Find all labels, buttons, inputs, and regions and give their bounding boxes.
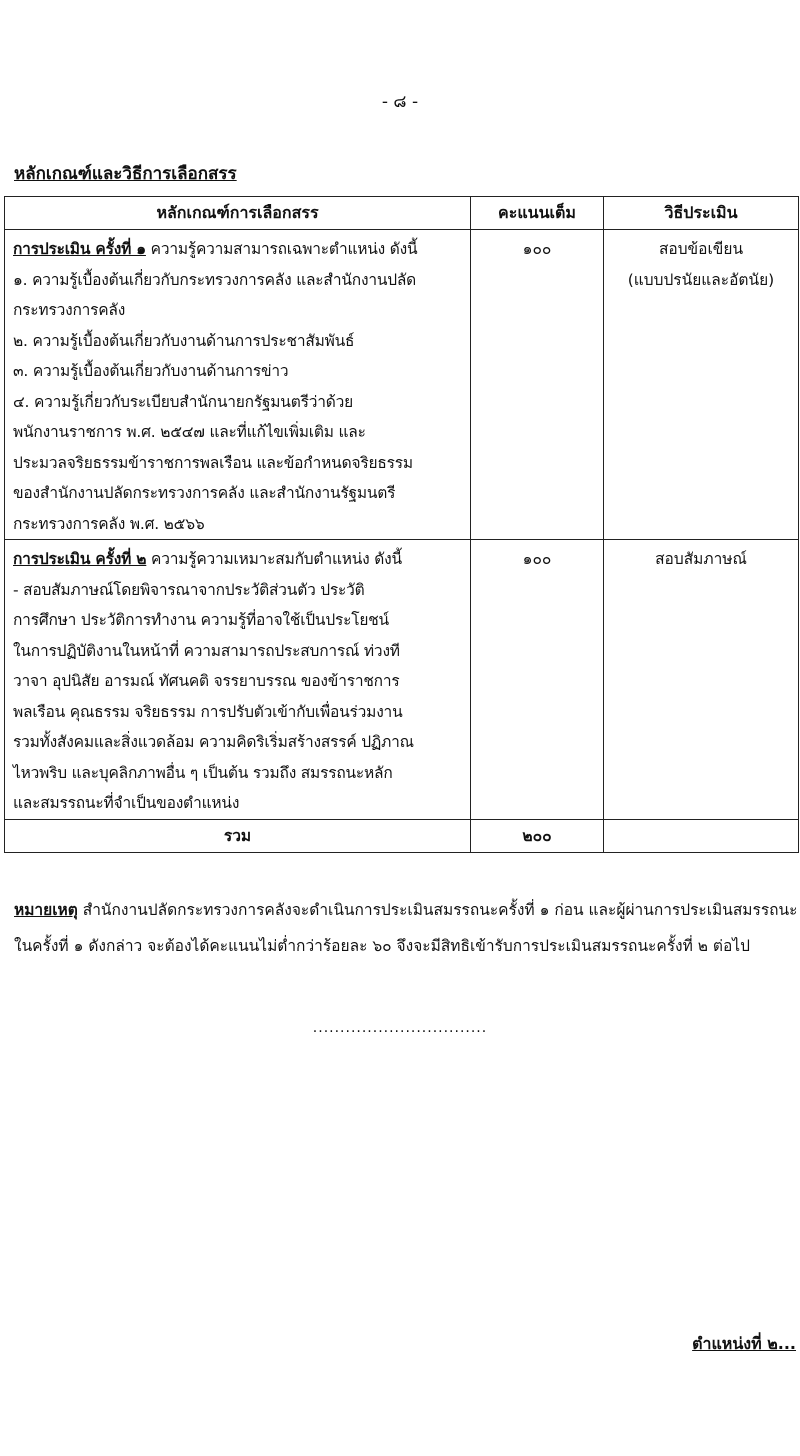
round-2-line-0: ความรู้ความเหมาะสมกับตำแหน่ง ดังนี้ (146, 550, 402, 568)
round-1-line-1: ๑. ความรู้เบื้องต้นเกี่ยวกับกระทรวงการคลัง และสำนักงานปลัด (13, 270, 417, 289)
table-header-row (5, 197, 799, 230)
round-1-method-line-1: (แบบปรนัยและอัตนัย) (627, 270, 775, 289)
continuation-text: ตำแหน่งที่ ๒... (692, 1334, 796, 1353)
round-2-criteria (5, 540, 471, 820)
criteria-table (4, 196, 799, 853)
header-method: วิธีประเมิน (604, 197, 799, 230)
round-1-line-0: ความรู้ความสามารถเฉพาะตำแหน่ง ดังนี้ (145, 240, 418, 258)
round-1-line-8: ของสำนักงานปลัดกระทรวงการคลัง และสำนักงานรัฐมนตรี (13, 484, 396, 502)
round-2-method (604, 540, 799, 820)
round-2-line-2: การศึกษา ประวัติการทำงาน ความรู้ที่อาจใช้เป็นประโยชน์ (13, 611, 389, 629)
section-title: หลักเกณฑ์และวิธีการเลือกสรร (14, 164, 237, 184)
round-2-line-5: พลเรือน คุณธรรม จริยธรรม การปรับตัวเข้ากับเพื่อนร่วมงาน (13, 702, 403, 721)
table-row-round-2 (5, 540, 799, 820)
total-score: ๒๐๐ (471, 819, 604, 852)
round-1-line-6: พนักงานราชการ พ.ศ. ๒๕๔๗ และที่แก้ไขเพิ่มเติม และ (13, 423, 366, 441)
header-full-score: คะแนนเต็ม (471, 197, 604, 230)
round-1-method (604, 230, 799, 540)
table-total-row (5, 819, 799, 852)
round-2-score: ๑๐๐ (471, 540, 604, 820)
round-2-label: การประเมิน ครั้งที่ ๒ (13, 550, 147, 568)
round-2-line-8: และสมรรถนะที่จำเป็นของตำแหน่ง (13, 794, 240, 812)
round-1-line-5: ๔. ความรู้เกี่ยวกับระเบียบสำนักนายกรัฐมนตรีว่าด้วย (13, 392, 353, 411)
round-1-label: การประเมิน ครั้งที่ ๑ (13, 240, 146, 258)
table-row-round-1 (5, 230, 799, 540)
round-1-line-4: ๓. ความรู้เบื้องต้นเกี่ยวกับงานด้านการข่าว (13, 362, 289, 380)
round-1-method-line-0: สอบข้อเขียน (658, 240, 744, 258)
round-2-line-7: ไหวพริบ และบุคลิกภาพอื่น ๆ เป็นต้น รวมถึง สมรรถนะหลัก (13, 763, 393, 782)
total-label: รวม (5, 819, 471, 852)
remark-text: สำนักงานปลัดกระทรวงการคลังจะดำเนินการประเมินสมรรถนะครั้งที่ ๑ ก่อน และผู้ผ่านการประเมินสมรรถนะในครั้งที่ ๑ ดังกล่าว จะต้องได้คะแนนไม่ต่ำกว่าร้อยละ ๖๐ จึงจะมีสิทธิเข้ารับการประเมินสมรรถนะครั้งที่ ๒ ต่อไป (14, 901, 798, 955)
round-2-line-3: ในการปฏิบัติงานในหน้าที่ ความสามารถประสบการณ์ ท่วงที (13, 641, 400, 660)
round-1-line-3: ๒. ความรู้เบื้องต้นเกี่ยวกับงานด้านการประชาสัมพันธ์ (13, 331, 355, 350)
end-marker: ................................ (312, 1020, 488, 1036)
total-method (604, 819, 799, 852)
round-2-line-4: วาจา อุปนิสัย อารมณ์ ทัศนคติ จรรยาบรรณ ของข้าราชการ (13, 672, 400, 690)
header-criteria: หลักเกณฑ์การเลือกสรร (5, 197, 471, 230)
round-1-score: ๑๐๐ (471, 230, 604, 540)
remark-label: หมายเหตุ (14, 901, 78, 919)
round-1-line-7: ประมวลจริยธรรมข้าราชการพลเรือน และข้อกำหนดจริยธรรม (13, 453, 413, 472)
round-1-line-9: กระทรวงการคลัง พ.ศ. ๒๕๖๖ (13, 514, 205, 533)
page-number: - ๘ - (381, 92, 419, 112)
round-2-line-6: รวมทั้งสังคมและสิ่งแวดล้อม ความคิดริเริ่มสร้างสรรค์ ปฏิภาณ (13, 733, 414, 751)
remark-paragraph (14, 892, 798, 964)
round-2-method-line-0: สอบสัมภาษณ์ (655, 550, 747, 568)
round-1-criteria (5, 230, 471, 540)
round-1-line-2: กระทรวงการคลัง (13, 301, 126, 319)
round-2-line-1: - สอบสัมภาษณ์โดยพิจารณาจากประวัติส่วนตัว ประวัติ (13, 580, 365, 599)
